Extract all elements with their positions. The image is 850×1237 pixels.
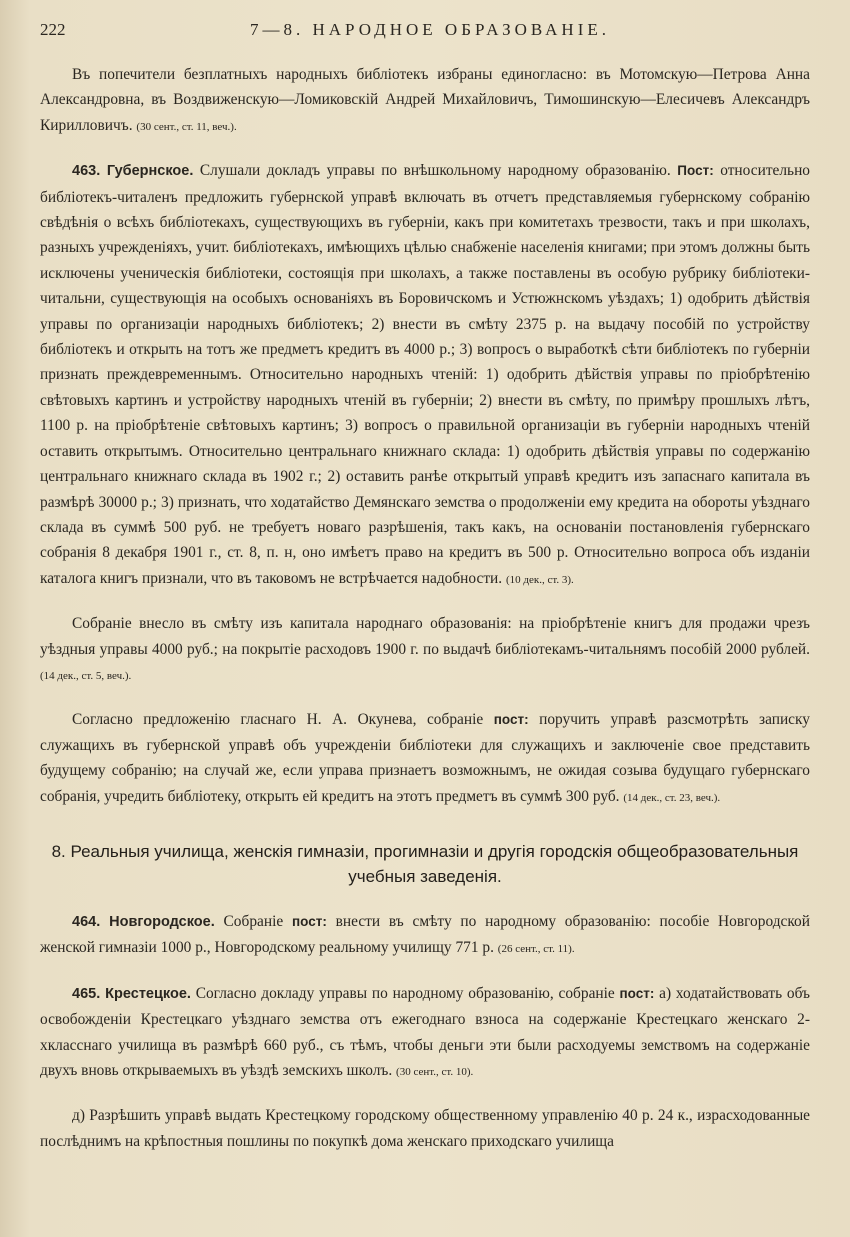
citation: (14 дек., ст. 5, веч.). bbox=[40, 669, 132, 682]
paragraph-text: Собраніе bbox=[223, 912, 284, 930]
paragraph-trustees bbox=[40, 62, 810, 140]
paragraph-text: Въ попечители безплатныхъ народныхъ библіотекъ избраны единогласно: въ Мотомскую—Петрова Анна Александровна, въ Воздвиженскую—Ломиковскій Андрей Михайловичъ, Тимошинскую—Елесичевъ Александръ Кирилловичъ. bbox=[40, 66, 810, 134]
paragraph-okunev bbox=[40, 707, 810, 811]
paragraph-text: Согласно предложенію гласнаго Н. А. Окунева, собраніе bbox=[72, 711, 484, 729]
paragraph-budget bbox=[40, 611, 810, 689]
citation: (14 дек., ст. 23, веч.). bbox=[623, 791, 721, 804]
paragraph-465 bbox=[40, 981, 810, 1086]
paragraph-text: Согласно докладу управы по народному образованію, собраніе bbox=[195, 984, 615, 1002]
section-heading: 8. Реальныя училища, женскія гимназіи, прогимназіи и другія городскія общеобразовательныя учебныя заведенія. bbox=[51, 841, 799, 886]
citation: (26 сент., ст. 11). bbox=[497, 943, 575, 956]
entry-heading: 463. Губернское. bbox=[72, 163, 194, 180]
entry-heading: 464. Новгородское. bbox=[72, 913, 215, 930]
running-head: 7—8. НАРОДНОЕ ОБРАЗОВАНІЕ. bbox=[249, 20, 610, 39]
paragraph-text: внести въ смѣту по народному образованію: пособіе Новгородской женской гимназіи 1000 р., Новгородскому реальному училищу 771 р. bbox=[40, 912, 810, 957]
paragraph-text: а) ходатайствовать объ освобожденіи Крестецкаго уѣзднаго земства отъ ежегоднаго взноса на содержаніе Крестецкаго женскаго 2-хкласснаго училища въ размѣрѣ 660 руб., съ тѣмъ, чтобы деньги эти были расходуемы земствомъ на содержаніе двухъ вновь открываемыхъ въ уѣздѣ земскихъ школъ. bbox=[40, 984, 811, 1079]
page-content bbox=[40, 62, 810, 1172]
paragraph-463 bbox=[40, 158, 810, 593]
paragraph-text: относительно библіотекъ-читаленъ предложить губернской управѣ включать въ отчетъ представляемыя губернскому собранію свѣдѣнія о всѣхъ библіотекахъ, существующихъ въ губерніи, какъ при комитетахъ трезвости, такъ и при школахъ, разныхъ учрежденіяхъ, учит. библіотекахъ, имѣющихъ цѣлью снабженіе населенія книгами; при этомъ должны быть исключены ученическія библіотеки, состоящія при школахъ, а также поставлены въ особую рубрику библіотеки-читальни, существующія на особыхъ основаніяхъ въ Боровичскомъ и Устюжнскомъ уѣздахъ; 1) одобрить дѣйствія управы по организаціи народныхъ библіотекъ; 2) внести въ смѣту 2375 р. на выдачу пособій по устройству библіотекъ и открыть на тотъ же предметъ кредитъ въ 4000 р.; 3) вопросъ о выработкѣ сѣти библіотекъ по губерніи признать преждевременнымъ. Относительно народныхъ чтеній: 1) одобрить дѣйствія управы по пріобрѣтенію свѣтовыхъ картинъ и устройству народныхъ чтеній въ губерніи; 2) внести въ смѣту, по примѣру прошлыхъ лѣтъ, 1100 р. на пріобрѣтеніе свѣтовыхъ картинъ; 3) вопросъ о правильной организаціи въ губерніи народныхъ чтеній оставить открытымъ. Относительно центральнаго книжнаго склада: 1) одобрить дѣйствія управы по содержанію центральнаго книжнаго склада въ 1902 г.; 2) оставить ранѣе открытый управѣ кредитъ изъ запаснаго капитала въ размѣрѣ 30000 р.; 3) признать, что ходатайство Демянскаго земства о продолженіи ему кредита на обороты уѣзднаго склада въ суммѣ 500 руб. не требуетъ новаго разрѣшенія, такъ какъ, на основаніи постановленія губернскаго собранія 8 декабря 1901 г., ст. 8, п. н, оно имѣетъ право на кредитъ въ 500 р. Относительно вопроса объ изданіи каталога книгъ признали, что въ таковомъ не встрѣчается надобности. bbox=[40, 162, 811, 587]
entry-heading: 465. Крестецкое. bbox=[72, 985, 191, 1002]
resolution-marker: Пост: bbox=[677, 163, 714, 179]
paragraph-text: д) Разрѣшить управѣ выдать Крестецкому городскому общественному управленію 40 р. 24 к., израсходованные послѣднимъ на крѣпостныя пошлины по покупкѣ дома женскаго приходскаго училища bbox=[40, 1107, 810, 1150]
page-header bbox=[40, 20, 820, 44]
paragraph-text: Собраніе внесло въ смѣту изъ капитала народнаго образованія: на пріобрѣтеніе книгъ для продажи чрезъ уѣздныя управы 4000 руб.; на покрытіе расходовъ 1900 г. по выдачѣ библіотекамъ-читальнямъ пособій 2000 рублей. bbox=[40, 615, 810, 658]
citation: (30 сент., ст. 10). bbox=[396, 1066, 474, 1078]
resolution-marker: пост: bbox=[291, 913, 327, 929]
paragraph-464 bbox=[40, 909, 810, 963]
citation: (10 дек., ст. 3). bbox=[506, 573, 574, 586]
paragraph-text: Слушали докладъ управы по внѣшкольному народному образованію. bbox=[199, 162, 671, 180]
resolution-marker: пост: bbox=[619, 985, 655, 1001]
page-number: 222 bbox=[40, 20, 66, 39]
paragraph-465-d bbox=[40, 1103, 810, 1154]
citation: (30 сент., ст. 11, веч.). bbox=[136, 120, 237, 133]
resolution-marker: пост: bbox=[493, 712, 529, 728]
paragraph-text: поручить управѣ разсмотрѣть записку служащихъ въ губернской управѣ объ учрежденіи библіотеки для служащихъ и заключеніе свое представить будущему собранію; на случай же, если управа признаетъ возможнымъ, не ожидая созыва будущаго губернскаго собранія, учредить библіотеку, открыть ей кредитъ на этотъ предметъ въ суммѣ 300 руб. bbox=[40, 711, 810, 805]
